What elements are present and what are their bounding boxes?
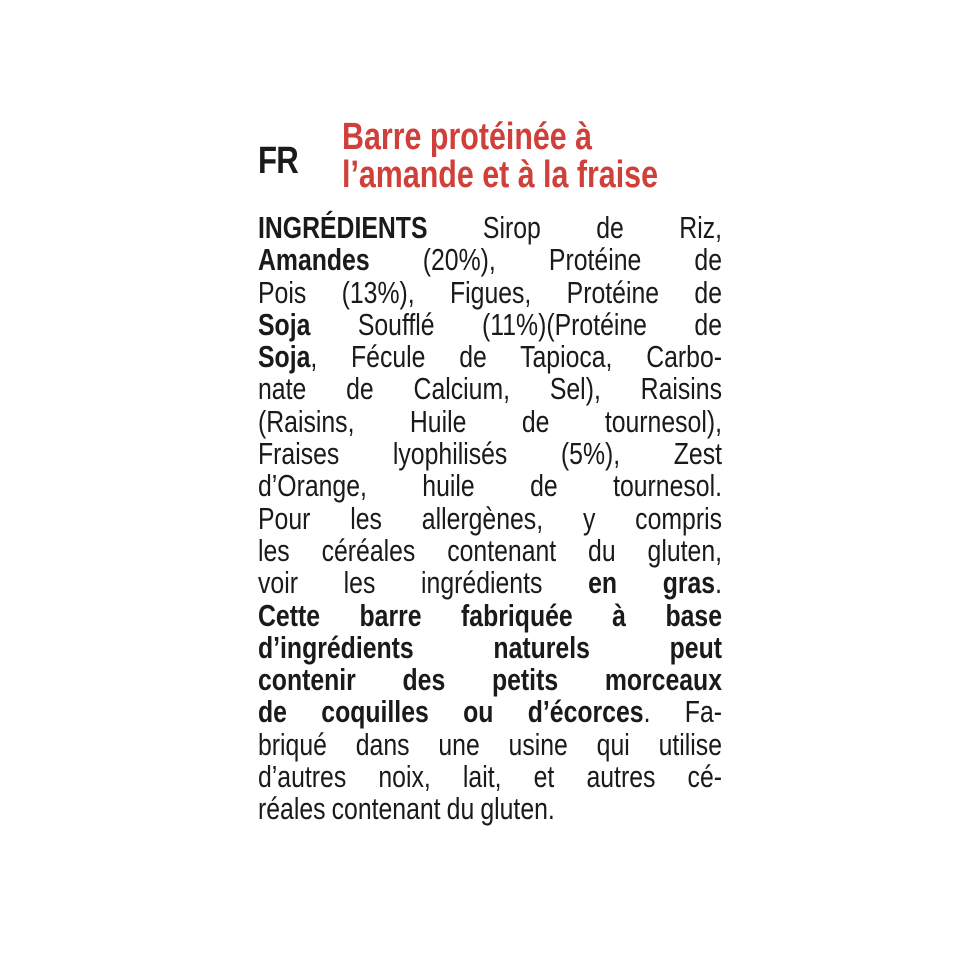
text-run: Pour les allergènes, y compris — [258, 500, 722, 536]
ingredients-line — [258, 726, 722, 762]
bold-text: INGRÉDIENTS — [258, 210, 428, 245]
ingredients-line — [258, 629, 722, 665]
language-code: FR — [258, 140, 298, 182]
text-run: . Fa- — [643, 694, 722, 730]
ingredients-line — [258, 532, 722, 568]
bold-text: contenir des petits morceaux — [258, 662, 722, 698]
bold-text: Amandes — [258, 242, 370, 278]
ingredients-text — [258, 212, 722, 826]
ingredients-line — [258, 244, 722, 276]
text-run: voir les ingrédients — [258, 565, 589, 601]
text-run: nate de Calcium, Sel), Raisins — [258, 371, 722, 407]
ingredients-line — [258, 567, 722, 599]
text-run: , Fécule de Tapioca, Carbo- — [310, 339, 722, 375]
bold-text: d’ingrédients naturels peut — [258, 629, 722, 665]
text-run: Fraises lyophilisés (5%), Zest — [258, 436, 722, 472]
ingredients-line — [258, 438, 722, 470]
ingredients-line — [258, 212, 722, 244]
text-run: (20%), Protéine de — [369, 242, 722, 278]
bold-text: de coquilles ou d’écorces — [258, 694, 644, 730]
text-run: Pois (13%), Figues, Protéine de — [258, 274, 722, 310]
bold-text: Soja — [258, 306, 311, 342]
product-title-line-2: l’amande et à la fraise — [342, 154, 658, 196]
bold-text: Soja — [258, 339, 311, 375]
product-title — [342, 118, 678, 194]
label-header — [258, 118, 722, 200]
product-title-line-1: Barre protéinée à — [342, 116, 593, 158]
ingredients-line — [258, 403, 722, 439]
bold-text: Cette barre fabriquée à base — [258, 597, 722, 633]
ingredients-line — [258, 793, 722, 825]
ingredients-line — [258, 664, 722, 696]
text-run: briqué dans une usine qui utilise — [258, 726, 722, 762]
text-run: . — [715, 565, 722, 601]
ingredients-line — [258, 761, 722, 793]
text-run: d’Orange, huile de tournesol. — [258, 468, 722, 504]
ingredients-line — [258, 470, 722, 502]
ingredients-line — [258, 597, 722, 633]
text-run: (Raisins, Huile de tournesol), — [258, 403, 722, 439]
text-run: les céréales contenant du gluten, — [258, 532, 722, 568]
ingredients-line — [258, 274, 722, 310]
ingredients-line — [258, 373, 722, 405]
text-run: Sirop de Riz, — [427, 210, 722, 245]
ingredients-line — [258, 306, 722, 342]
product-label — [258, 118, 722, 826]
text-run: d’autres noix, lait, et autres cé- — [258, 759, 722, 795]
ingredients-line — [258, 696, 722, 728]
ingredients-line — [258, 500, 722, 536]
bold-text: en gras — [588, 565, 716, 601]
ingredients-line — [258, 341, 722, 373]
text-run: Soufflé (11%)(Protéine de — [310, 306, 722, 342]
text-run: réales contenant du gluten. — [258, 791, 555, 827]
